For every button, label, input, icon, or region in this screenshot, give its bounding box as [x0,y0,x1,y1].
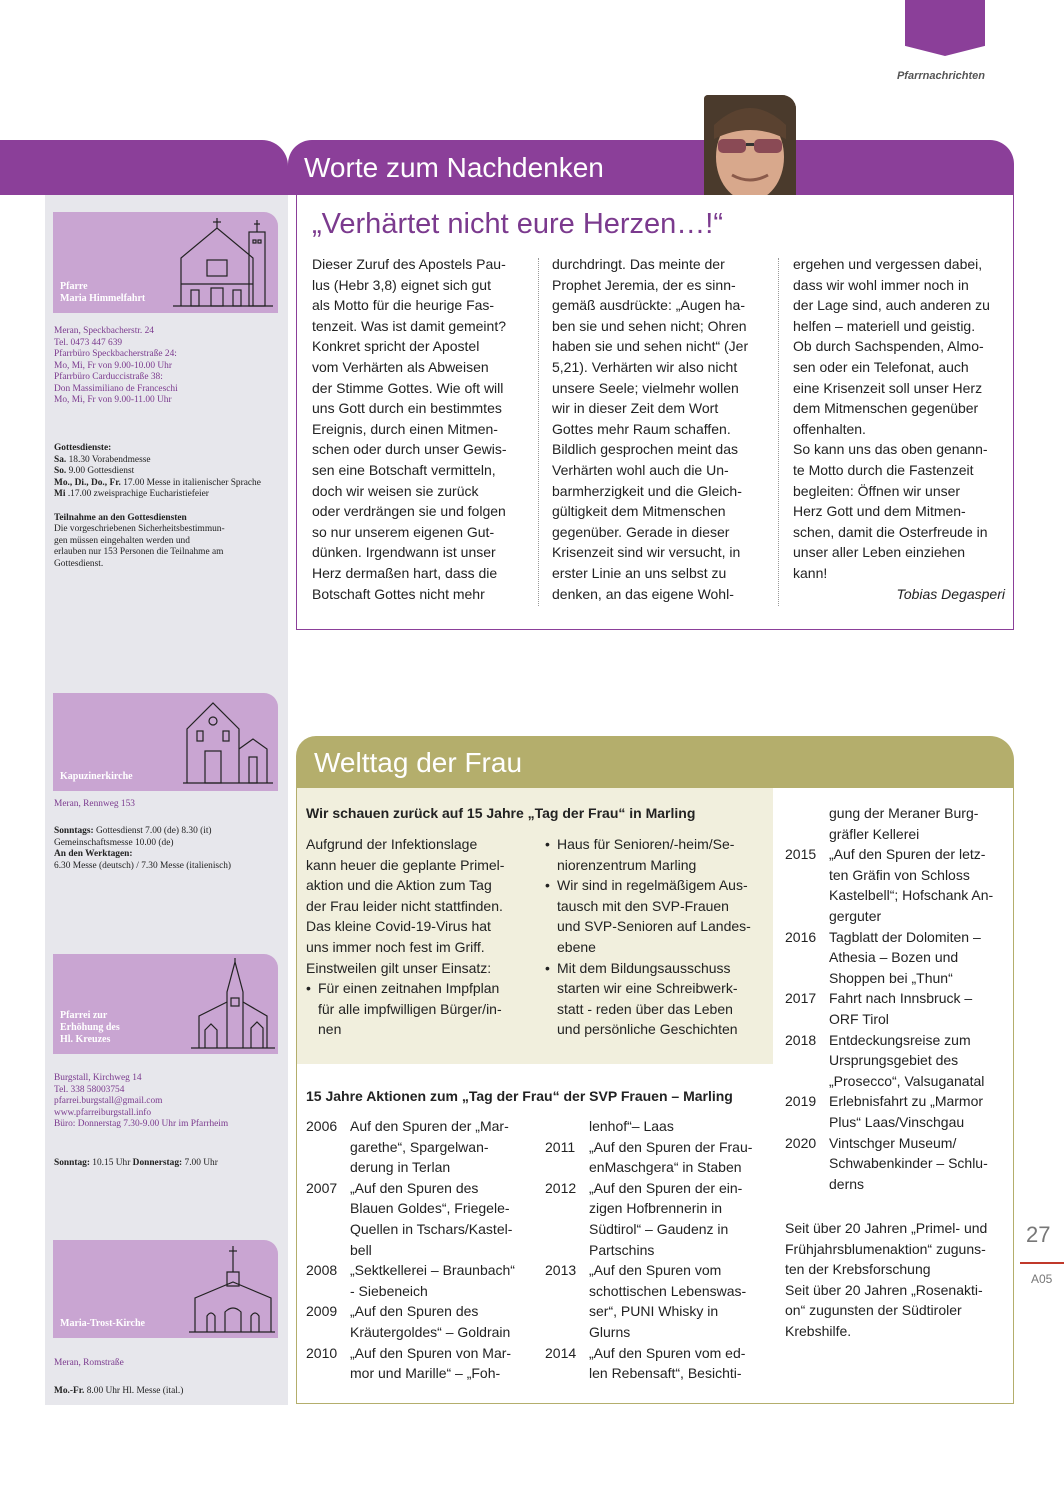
text-line: sen eine Botschaft vermitteln, [312,461,496,478]
text-line: Dieser Zuruf des Apostels Pau- [312,256,506,272]
text-line: „Auf den Spuren des [350,1303,479,1320]
info-line: Tel. 0473 447 639 [54,337,123,348]
text-line: Krebshilfe. [785,1322,852,1339]
page-number-rule [1020,1262,1064,1264]
frau-header: Welttag der Frau [314,747,523,778]
year-label: 2006 [306,1118,338,1134]
text-line: gräfler Kellerei [829,825,920,842]
worte-column-3 [793,254,1008,584]
frau-closing [785,1218,1007,1342]
text-line: garethe“, Spargelwan- [350,1138,489,1155]
frau-header-bar [296,736,1014,788]
text-line: „Auf den Spuren von Mar- [350,1344,512,1361]
year-label [785,803,829,844]
text-line: ser“, PUNI Whisky in [589,1303,719,1320]
text-line: ben sie und sehen nicht; Ohren [552,317,747,334]
text-line: „Auf den Spuren vom [589,1262,722,1279]
text-line: dünken. Irgendwann ist unser [312,544,496,561]
text-line: der Lage sind, auch anderen zu [793,297,990,314]
year-entry [785,1091,1007,1132]
text-line: gültigkeit dem Mitmenschen [552,503,726,520]
text-line: uns Gott durch ein bestimmtes [312,400,502,417]
church-card-kapuziner [53,693,278,791]
text-line: len Rebensaft“, Besichti- [589,1365,742,1382]
frau-subtitle-2: 15 Jahre Aktionen zum „Tag der Frau“ der SVP Frauen – Marling [306,1088,733,1104]
year-entry [306,1343,534,1384]
text-line: Krisenzeit sind wir versucht, in [552,544,741,561]
sidebar-header-bar [0,140,288,195]
bullet-item: • Wir sind in regelmäßigem Aus- tausch mit den SVP-Frauen und SVP-Senioren auf Landes- ebene [545,875,769,957]
church-drawing [183,699,273,787]
church-info-himmelfahrt [54,326,282,407]
text-line: Ob durch Sachspenden, Almo- [793,338,984,355]
info-line: Meran, Speckbacherstr. 24 [54,326,154,336]
text-line: enMaschgera“ in Staben [589,1159,742,1176]
year-entry [545,1343,769,1384]
text-line: für alle impfwilligen Bürger/in- [318,1000,502,1017]
text-line: durchdringt. Das meinte der [552,256,725,272]
text-line: lenhof“– Laas [589,1118,674,1134]
info-line: Mo, Mi, Fr von 9.00-11.00 Uhr [54,395,172,405]
text-line: „Auf den Spuren der letz- [829,846,986,863]
text-line: Kastelbell“; Hofschank An- [829,887,994,904]
year-entry [306,1260,534,1301]
year-entry [785,988,1007,1029]
text-line: - Siebeneich [350,1282,428,1299]
text-line: tausch mit den SVP-Frauen [557,897,729,914]
year-label: 2011 [545,1138,576,1155]
year-entry [545,1178,769,1260]
church-address-mariatrost: Meran, Romstraße [54,1358,124,1368]
text-line: erster Linie an uns selbst zu [552,564,727,581]
text-line: schen, damit die Osterfreude in [793,523,988,540]
text-line: Konkret spricht der Apostel [312,338,480,355]
bullet-item: • Haus für Senioren/-heim/Se- niorenzentrum Marling [545,834,769,875]
text-line: vom Verhärten als Abweisen [312,358,489,375]
page-code: A05 [1031,1272,1053,1286]
text-line: „Auf den Spuren des [350,1179,479,1196]
year-label: 2007 [306,1179,338,1196]
text-line: Prophet Jeremia, der es sinn- [552,276,736,293]
gottesdienste-block [54,443,282,570]
gottesdienste-title: Gottesdienste: [54,443,112,453]
church-address-kapuziner: Meran, Rennweg 153 [54,799,135,809]
worte-column-1 [312,254,534,604]
church-label: Kapuzinerkirche [60,771,133,782]
text-line: wir in dieser Zeit dem Wort [552,400,719,417]
text-line: „Prosecco“, Valsuganatal [829,1072,985,1089]
teilnahme-title: Teilnahme an den Gottesdiensten [54,512,187,523]
text-line: Herz dermaßen hart, dass die [312,564,498,581]
worte-column-2 [552,254,774,604]
year-entry [545,1137,769,1178]
service-line: 6.30 Messe (deutsch) / 7.30 Messe (italienisch) [54,860,232,871]
text-line: gerguter [829,907,882,924]
text-line: gemäß ausdrückte: „Augen ha- [552,297,745,314]
page-number: 27 [1026,1222,1051,1247]
service-line: Gemeinschaftsmesse 10.00 (de) [54,837,174,848]
info-line: gen müssen eingehalten werden und [54,535,190,546]
aktionen-list-1 [306,1116,534,1384]
text-line: lus (Hebr 3,8) eignet sich gut [312,276,491,293]
year-label: 2019 [785,1093,817,1110]
worte-author: Tobias Degasperi [896,586,1005,602]
text-line: dass wir wohl immer noch in [793,276,969,293]
column-divider [538,258,539,606]
text-line: on“ zugunsten der Südtiroler [785,1302,962,1319]
text-line: Wir sind in regelmäßigem Aus- [557,877,748,894]
text-line: Haus für Senioren/-heim/Se- [557,836,735,852]
text-line: Einstweilen gilt unser Einsatz: [306,959,492,976]
text-line: Fahrt nach Innsbruck – [829,990,973,1007]
worte-quote: „Verhärtet nicht eure Herzen…!“ [312,208,724,240]
text-line: derung in Terlan [350,1159,451,1176]
church-drawing [189,1242,275,1336]
text-line: gegenüber. Gerade in dieser [552,523,730,540]
text-line: Glurns [589,1323,631,1340]
church-label: Maria-Trost-Kirche [60,1318,145,1329]
text-line: Kräutergoldes“ – Goldrain [350,1323,511,1340]
text-line: „Auf den Spuren der Frau- [589,1138,753,1155]
text-line: Aufgrund der Infektionslage [306,836,478,852]
text-line: Seit über 20 Jahren „Rosenakti- [785,1281,983,1298]
text-line: Seit über 20 Jahren „Primel- und [785,1220,988,1236]
text-line: Frühjahrsblumenaktion“ zuguns- [785,1240,986,1257]
text-line: der Stimme Gottes. Wie oft will [312,379,504,396]
year-entry [545,1116,769,1137]
year-label: 2014 [545,1344,577,1361]
info-line: erlauben nur 153 Personen die Teilnahme am [54,547,224,557]
church-card-mariatrost [53,1240,278,1338]
text-line: schen oder durch unser Gewis- [312,441,507,458]
year-entry [785,1030,1007,1092]
year-entry [785,803,1007,844]
church-label: Pfarrei zur Erhöhung des Hl. Kreuzes [60,1010,120,1045]
info-line: Gottesdienst. [54,558,104,569]
text-line: Auf den Spuren der „Mar- [350,1118,509,1134]
text-line: nen [318,1021,342,1038]
text-line: „Sektkellerei – Braunbach“ [350,1262,515,1279]
text-line: „Auf den Spuren vom ed- [589,1344,746,1361]
kreuz-times: Sonntag: 10.15 Uhr Donnerstag: 7.00 Uhr [54,1158,218,1168]
text-line: unser aller Leben einziehen [793,544,966,561]
text-line: mor und Marille“ – „Foh- [350,1365,501,1382]
aktionen-list-3 [785,803,1007,1194]
text-line: starten wir eine Schreibwerk- [557,980,738,997]
year-label: 2015 [785,846,817,863]
year-label: 2008 [306,1262,338,1279]
text-line: Bildlich gesprochen meint das [552,441,738,458]
bullet-item: • Für einen zeitnahen Impfplan für alle impfwilligen Bürger/in- nen [306,978,538,1040]
year-label: 2009 [306,1303,338,1320]
text-line: der Frau leider nicht stattfinden. [306,897,503,914]
year-label: 2013 [545,1262,577,1279]
text-line: uns immer noch fest im Griff. [306,938,485,955]
info-line: www.pfarreiburgstall.info [54,1107,152,1118]
text-line: schottischen Lebenswas- [589,1282,747,1299]
info-line: Die vorgeschriebenen Sicherheitsbestimmun- [54,524,225,534]
service-line: Mo., Di., Do., Fr. 17.00 Messe in italienischer Sprache [54,477,261,488]
text-line: Für einen zeitnahen Impfplan [318,980,500,997]
church-drawing [171,214,275,310]
text-line: Tagblatt der Dolomiten – [829,928,981,945]
text-line: ebene [557,938,596,955]
text-line: Das kleine Covid-19-Virus hat [306,918,491,935]
year-entry [306,1178,534,1260]
year-label: 2020 [785,1134,817,1151]
text-line: eine Krisenzeit soll unser Herz [793,379,983,396]
text-line: als Motto für die heurige Fas- [312,297,495,314]
text-line: Herz Gott und dem Mitmen- [793,503,966,520]
text-line: Gottes mehr Raum schaffen. [552,420,731,437]
service-line: An den Werktagen: [54,849,133,859]
year-entry [785,844,1007,926]
text-line: Entdeckungsreise zum [829,1031,971,1048]
info-line: Don Massimiliano de Franceschi [54,383,178,394]
text-line: Quellen in Tschars/Kastel- [350,1220,513,1237]
church-card-himmelfahrt [53,212,278,313]
info-line: Pfarrbüro Carduccistraße 38: [54,372,163,382]
service-line: Mi .17.00 zweisprachige Eucharistiefeier [54,489,209,499]
info-line: pfarrei.burgstall@gmail.com [54,1096,163,1106]
text-line: so nur unserem eigenen Gut- [312,523,495,540]
text-line: dem Mitmenschen gegenüber [793,400,979,417]
text-line: derns [829,1175,865,1192]
service-line: Sa. 18.30 Vorabendmesse [54,454,151,465]
text-line: kann heuer die geplante Primel- [306,856,505,873]
service-line: Sonntags: Gottesdienst 7.00 (de) 8.30 (it) [54,826,212,836]
text-line: Südtirol“ – Gaudenz in [589,1220,729,1237]
year-label: 2018 [785,1031,817,1048]
year-entry [306,1301,534,1342]
text-line: gung der Meraner Burg- [829,805,979,821]
text-line: denken, an das eigene Wohl- [552,585,734,602]
year-entry [785,1133,1007,1195]
service-line: So. 9.00 Gottesdienst [54,466,135,476]
text-line: und persönliche Geschichten [557,1021,738,1038]
text-line: zigen Hofbrennerin in [589,1200,723,1217]
text-line: aktion und die Aktion zum Tag [306,877,492,894]
section-tab [905,0,985,56]
text-line: niorenzentrum Marling [557,856,697,873]
text-line: ergehen und vergessen dabei, [793,256,983,272]
text-line: Blauen Goldes“, Friegele- [350,1200,510,1217]
text-line: Shoppen bei „Thun“ [829,969,953,986]
text-line: oder verdrängen sie und folgen [312,503,506,520]
author-photo [704,95,796,195]
worte-header: Worte zum Nachdenken [304,152,604,183]
text-line: ten der Krebsforschung [785,1261,931,1278]
text-line: statt - reden über das Leben [557,1000,733,1017]
text-line: Athesia – Bozen und [829,949,959,966]
text-line: tenzeit. Was ist damit gemeint? [312,317,507,334]
worte-header-bar [288,140,1014,195]
year-label: 2012 [545,1179,577,1196]
frau-intro-column [306,834,538,1040]
text-line: barmherzigkeit und die Gleich- [552,482,742,499]
text-line: So kann uns das oben genann- [793,441,988,458]
text-line: Schwabenkinder – Schlu- [829,1155,988,1172]
year-entry [545,1260,769,1342]
text-line: ORF Tirol [829,1010,889,1027]
text-line: „Auf den Spuren der ein- [589,1179,743,1196]
column-divider [778,258,779,606]
text-line: und SVP-Senioren auf Landes- [557,918,751,935]
info-line: Burgstall, Kirchweg 14 [54,1073,142,1083]
text-line: offenhalten. [793,420,866,437]
text-line: 5,21). Verhärten wir also nicht [552,358,738,375]
text-line: haben sie und sehen nicht“ (Jer [552,338,749,355]
text-line: Ereignis, durch einen Mitmen- [312,420,498,437]
text-line: Verhärten wohl auch die Un- [552,461,729,478]
text-line: Mit dem Bildungsausschuss [557,959,731,976]
year-label: 2017 [785,990,817,1007]
text-line: te Motto durch die Fastenzeit [793,461,974,478]
info-line: Pfarrbüro Speckbacherstraße 24: [54,349,177,359]
church-card-kreuz [53,954,278,1054]
info-line: Mo, Mi, Fr von 9.00-10.00 Uhr [54,360,172,371]
text-line: kann! [793,564,828,581]
aktionen-list-2 [545,1116,769,1384]
text-line: Ursprungsgebiet des [829,1052,959,1069]
text-line: Partschins [589,1241,655,1258]
text-line: Vintschger Museum/ [829,1134,957,1151]
text-line: ten Gräfin von Schloss [829,866,970,883]
year-label: 2010 [306,1344,338,1361]
info-line: Büro: Donnerstag 7.30-9.00 Uhr im Pfarrheim [54,1119,229,1129]
text-line: bell [350,1241,372,1258]
text-line: Botschaft Gottes nicht mehr [312,585,485,602]
text-line: sen oder ein Telefonat, auch [793,358,969,375]
church-info-kreuz [54,1073,284,1131]
text-line: begleiten: Öffnen wir unser [793,482,961,499]
text-line: doch wir weisen sie zurück [312,482,479,499]
text-line: unsere Seele; vielmehr wollen [552,379,739,396]
frau-subtitle-1: Wir schauen zurück auf 15 Jahre „Tag der Frau“ in Marling [306,805,696,821]
info-line: Tel. 338 58003754 [54,1084,125,1095]
year-label [545,1116,589,1137]
year-label: 2016 [785,928,817,945]
church-label: Pfarre Maria Himmelfahrt [60,281,146,304]
mariatrost-times: Mo.-Fr. 8.00 Uhr Hl. Messe (ital.) [54,1386,184,1396]
text-line: helfen – materiell und geistig. [793,317,976,334]
text-line: Plus“ Laas/Vinschgau [829,1113,965,1130]
kapuziner-times [54,826,284,872]
bullet-item: • Mit dem Bildungsausschuss starten wir eine Schreibwerk- statt - reden über das Leben und persönliche Geschichten [545,958,769,1040]
year-entry [306,1116,534,1178]
church-drawing [191,958,275,1052]
frau-bullets-column [545,834,769,1040]
year-entry [785,927,1007,989]
text-line: Erlebnisfahrt zu „Marmor [829,1093,984,1110]
running-head: Pfarrnachrichten [896,70,985,82]
